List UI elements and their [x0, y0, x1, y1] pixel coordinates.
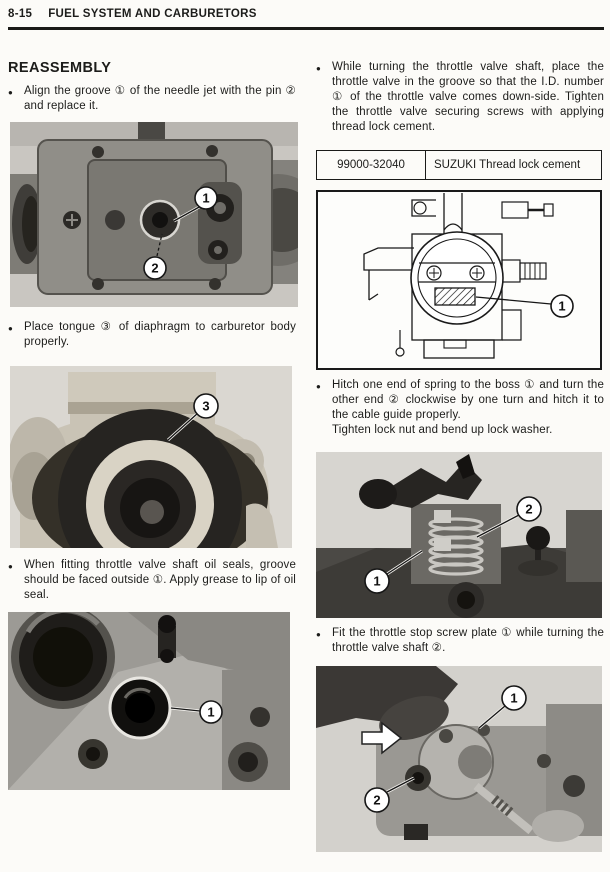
page-number: 8-15	[8, 8, 33, 20]
section-heading: REASSEMBLY	[8, 60, 112, 76]
stop-screw-plate-photo	[316, 666, 602, 852]
oil-seal-photo	[8, 612, 290, 790]
diaphragm-photo	[10, 366, 292, 548]
page-header	[8, 8, 602, 20]
figure-stop-screw-plate-photo	[316, 666, 602, 852]
figure-needle-jet-photo	[10, 122, 298, 307]
instruction-text	[332, 378, 604, 438]
instruction-text: Place tongue ③ of diaphragm to carburetor body properly.	[24, 321, 296, 348]
bullet-dot-icon	[316, 60, 332, 135]
svg-text:1: 1	[373, 573, 381, 589]
instruction-bullet	[316, 60, 604, 135]
figure-spring-photo	[316, 452, 602, 618]
throttle-spring-photo	[316, 452, 602, 618]
throttle-valve-line-drawing	[316, 190, 602, 370]
instruction-bullet	[8, 558, 296, 603]
instruction-text: When fitting throttle valve shaft oil seals, groove should be faced outside ①. Apply grease to lip of oil seal.	[24, 559, 296, 601]
bullet-dot-icon	[8, 84, 24, 114]
svg-text:2: 2	[373, 792, 381, 808]
instruction-text-line: Hitch one end of spring to the boss ① and turn the other end ② clockwise by one turn and hitch it to the cable guide properly.	[332, 379, 604, 421]
instruction-text: Align the groove ① of the needle jet with the pin ② and replace it.	[24, 85, 296, 112]
instruction-bullet	[316, 626, 604, 656]
instruction-text-line: Tighten lock nut and bend up lock washer.	[332, 424, 553, 436]
bullet-dot-icon	[316, 378, 332, 438]
svg-text:2: 2	[151, 260, 159, 276]
instruction-text: Fit the throttle stop screw plate ① while turning the throttle valve shaft ②.	[332, 627, 604, 654]
figure-diaphragm-photo	[10, 366, 292, 548]
part-description-cell: SUZUKI Thread lock cement	[434, 159, 581, 171]
figure-throttle-valve-drawing	[316, 190, 602, 370]
valve-screw-icon	[427, 266, 441, 280]
svg-text:1: 1	[558, 298, 566, 314]
id-number-mark	[435, 288, 475, 305]
instruction-bullet	[8, 84, 296, 114]
header-rule	[8, 27, 604, 30]
valve-screw-icon	[470, 266, 484, 280]
bullet-dot-icon	[8, 320, 24, 350]
part-number-cell: 99000-32040	[317, 151, 426, 179]
svg-text:1: 1	[202, 190, 210, 206]
svg-text:2: 2	[525, 501, 533, 517]
instruction-text: While turning the throttle valve shaft, place the throttle valve in the groove so that the I.D. number ① of the throttle valve comes down-side. Tighten the throttle valve securing screws with applying thread lock cement.	[332, 61, 604, 133]
svg-text:3: 3	[202, 398, 210, 414]
figure-oil-seal-photo	[8, 612, 290, 790]
svg-text:1: 1	[510, 690, 518, 706]
instruction-bullet	[8, 320, 296, 350]
instruction-bullet	[316, 378, 604, 438]
svg-text:1: 1	[207, 704, 215, 720]
bullet-dot-icon	[316, 626, 332, 656]
page-title: FUEL SYSTEM AND CARBURETORS	[48, 8, 257, 20]
thread-lock-spec-table	[316, 150, 602, 180]
carburetor-top-view-photo	[10, 122, 298, 307]
bullet-dot-icon	[8, 558, 24, 603]
